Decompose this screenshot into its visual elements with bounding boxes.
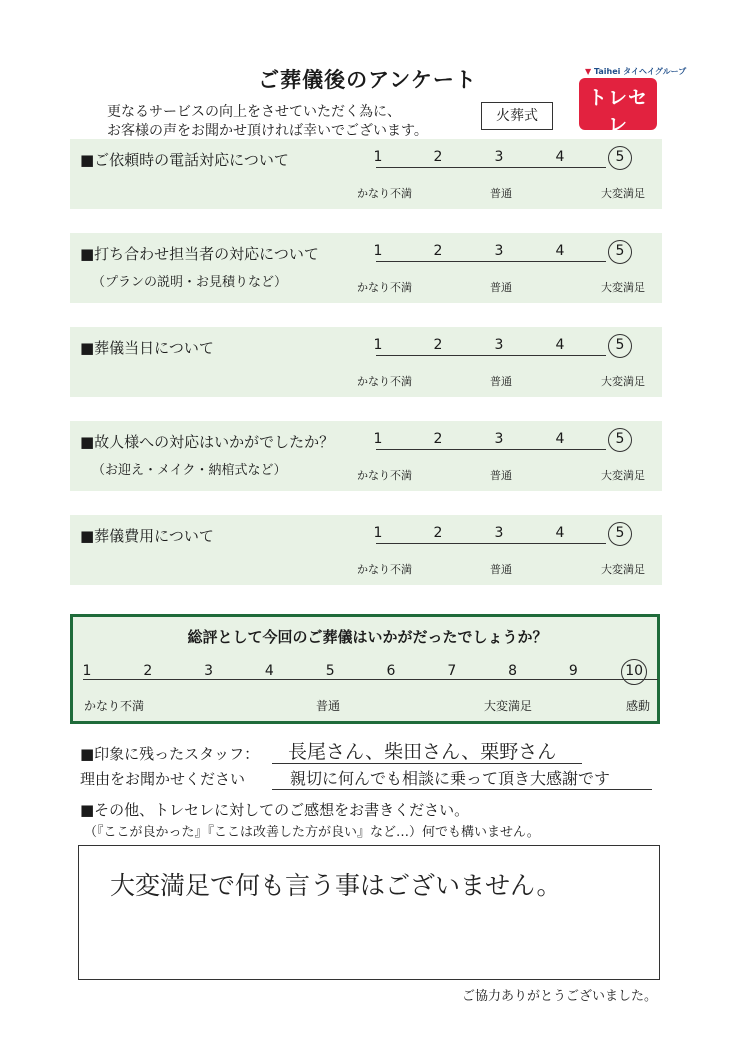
rating-scale-line <box>376 167 606 168</box>
overall-label-low: かなり不満 <box>84 699 145 713</box>
staff-underline <box>272 763 582 764</box>
overall-selected-circle <box>621 659 647 685</box>
question-label: ■故人様への対応はいかがでしたか？ <box>80 433 335 451</box>
rating-option-5[interactable]: 5 <box>615 243 625 259</box>
company-name <box>585 66 686 77</box>
rating-option-4[interactable]: 4 <box>555 431 565 447</box>
question-label: ■葬儀費用について <box>80 527 214 545</box>
rating-option-3[interactable]: 3 <box>494 149 504 165</box>
question-sublabel: （お迎え・メイク・納棺式など） <box>92 463 287 478</box>
rating-option-3[interactable]: 3 <box>494 525 504 541</box>
taihei-mark-icon: ▼ <box>585 67 592 76</box>
rating-option-2[interactable]: 2 <box>433 149 443 165</box>
rating-scale-line <box>376 449 606 450</box>
rating-option-3[interactable]: 3 <box>494 431 504 447</box>
reason-underline <box>272 789 652 790</box>
selected-rating-circle <box>608 522 632 546</box>
overall-label-top: 感動 <box>626 699 651 713</box>
rating-option-1[interactable]: 1 <box>373 431 383 447</box>
overall-option-8[interactable]: 8 <box>508 663 518 679</box>
overall-option-5[interactable]: 5 <box>325 663 335 679</box>
overall-label-high: 大変満足 <box>484 699 533 713</box>
rating-option-1[interactable]: 1 <box>373 149 383 165</box>
overall-label-mid: 普通 <box>316 699 341 713</box>
intro-line-1: 更なるサービスの向上をさせていただく為に、 <box>107 104 401 120</box>
rating-option-4[interactable]: 4 <box>555 149 565 165</box>
intro-text <box>107 103 428 141</box>
rating-option-1[interactable]: 1 <box>373 525 383 541</box>
rating-option-4[interactable]: 4 <box>555 337 565 353</box>
scale-label-mid: 普通 <box>490 469 512 482</box>
comments-hint: （『ここが良かった』『ここは改善した方が良い』など…）何でも構いません。 <box>84 825 540 840</box>
selected-rating-circle <box>608 240 632 264</box>
overall-option-10[interactable]: 10 <box>625 663 644 679</box>
overall-option-1[interactable]: 1 <box>82 663 92 679</box>
rating-option-1[interactable]: 1 <box>373 337 383 353</box>
scale-label-low: かなり不満 <box>357 281 412 294</box>
selected-rating-circle <box>608 334 632 358</box>
scale-label-high: 大変満足 <box>601 187 645 200</box>
rating-option-5[interactable]: 5 <box>615 431 625 447</box>
overall-option-3[interactable]: 3 <box>204 663 214 679</box>
question-label: ■打ち合わせ担当者の対応について <box>80 245 319 263</box>
rating-option-1[interactable]: 1 <box>373 243 383 259</box>
intro-line-2: お客様の声をお聞かせ頂ければ幸いでございます。 <box>107 123 428 139</box>
rating-option-2[interactable]: 2 <box>433 243 443 259</box>
staff-answer: 長尾さん、柴田さん、栗野さん <box>288 741 557 763</box>
selected-rating-circle <box>608 428 632 452</box>
scale-label-mid: 普通 <box>490 281 512 294</box>
question-sublabel: （プランの説明・お見積りなど） <box>92 275 288 290</box>
comment-answer: 大変満足で何も言う事はございません。 <box>110 871 562 900</box>
rating-scale-line <box>376 355 606 356</box>
scale-label-low: かなり不満 <box>357 187 412 200</box>
rating-option-2[interactable]: 2 <box>433 525 443 541</box>
rating-scale-line <box>376 261 606 262</box>
company-name-text: Taihei タイヘイグループ <box>593 67 687 76</box>
rating-option-5[interactable]: 5 <box>615 337 625 353</box>
rating-option-5[interactable]: 5 <box>615 149 625 165</box>
brand-logo <box>579 78 657 136</box>
scale-label-mid: 普通 <box>490 187 512 200</box>
logo-main-text: トレセレ <box>587 87 648 136</box>
rating-option-2[interactable]: 2 <box>433 431 443 447</box>
rating-option-4[interactable]: 4 <box>555 243 565 259</box>
rating-option-3[interactable]: 3 <box>494 243 504 259</box>
staff-label: ■印象に残ったスタッフ： <box>80 745 260 763</box>
selected-rating-circle <box>608 146 632 170</box>
scale-label-low: かなり不満 <box>357 375 412 388</box>
thanks-text: ご協力ありがとうございました。 <box>462 989 658 1004</box>
rating-scale-line <box>376 543 606 544</box>
comments-label: ■その他、トレセレに対してのご感想をお書きください。 <box>80 801 470 819</box>
overall-option-4[interactable]: 4 <box>264 663 274 679</box>
rating-option-4[interactable]: 4 <box>555 525 565 541</box>
reason-label: 理由をお聞かせください <box>80 770 246 788</box>
rating-option-3[interactable]: 3 <box>494 337 504 353</box>
overall-title: 総評として今回のご葬儀はいかがだったでしょうか？ <box>187 628 548 646</box>
scale-label-high: 大変満足 <box>601 375 645 388</box>
overall-option-7[interactable]: 7 <box>447 663 457 679</box>
scale-label-high: 大変満足 <box>601 469 645 482</box>
question-label: ■葬儀当日について <box>80 339 214 357</box>
funeral-type-box: 火葬式 <box>481 102 553 130</box>
rating-option-5[interactable]: 5 <box>615 525 625 541</box>
overall-option-9[interactable]: 9 <box>568 663 578 679</box>
scale-label-mid: 普通 <box>490 375 512 388</box>
scale-label-high: 大変満足 <box>601 563 645 576</box>
overall-option-2[interactable]: 2 <box>143 663 153 679</box>
page-title: ご葬儀後のアンケート <box>258 68 477 92</box>
overall-scale-line <box>83 679 658 680</box>
reason-answer: 親切に何んでも相談に乗って頂き大感謝です <box>290 769 611 788</box>
scale-label-mid: 普通 <box>490 563 512 576</box>
overall-option-6[interactable]: 6 <box>386 663 396 679</box>
rating-option-2[interactable]: 2 <box>433 337 443 353</box>
scale-label-high: 大変満足 <box>601 281 645 294</box>
scale-label-low: かなり不満 <box>357 563 412 576</box>
scale-label-low: かなり不満 <box>357 469 412 482</box>
question-label: ■ご依頼時の電話対応について <box>80 151 289 169</box>
